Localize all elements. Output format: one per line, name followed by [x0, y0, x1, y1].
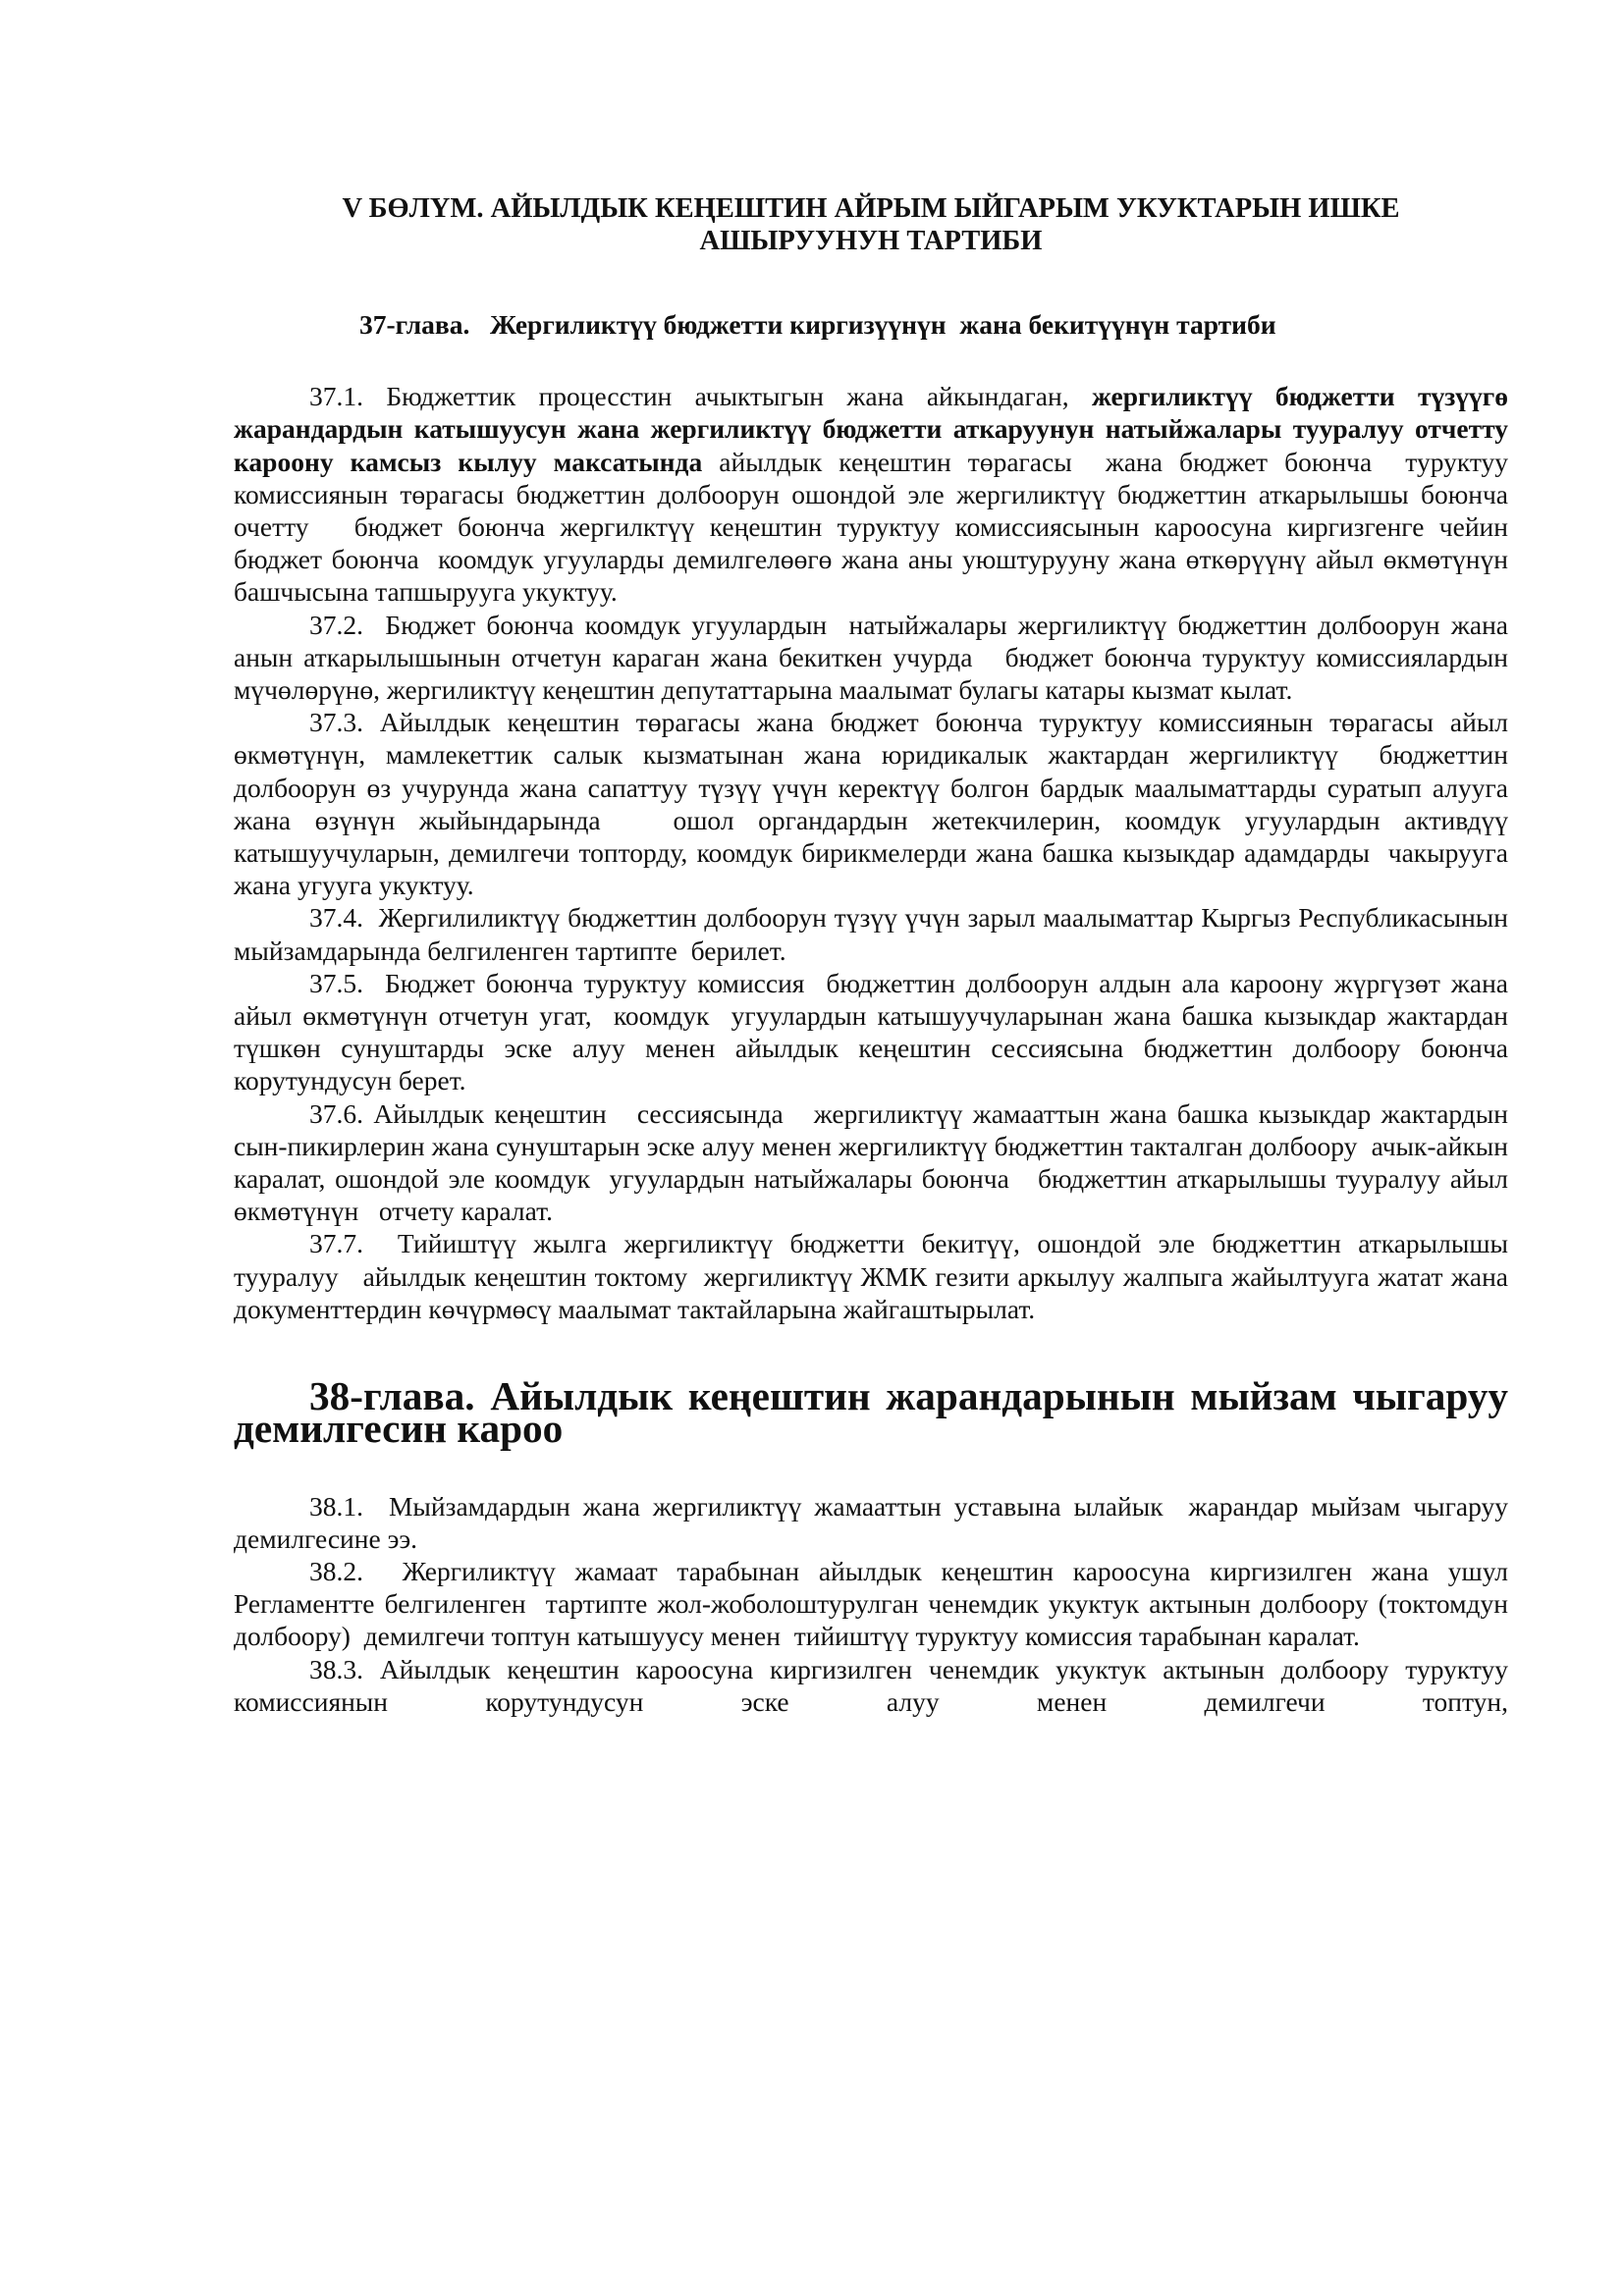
chapter-38-heading: 38-глава. Айылдык кеңештин жарандарынын мыйзам чыгаруу демилгесин кароо — [234, 1373, 1508, 1452]
paragraph-text: Мыйзамдардын жана жергиликтүү жамааттын уставына ылайык жарандар мыйзам чыгаруу демилгесине ээ. — [234, 1490, 1515, 1554]
paragraph-text: айылдык кеңештин төрагасы жана бюджет боюнча туруктуу комиссиянын төрагасы бюджеттин долбоорун ошондой эле жергиликтүү бюджеттин аткарылышы боюнча очетту бюджет боюнча жергилктүү кеңештин туруктуу комиссиясынын кароосуна киргизгенге чейин бюджет боюнча коомдук угууларды демилгелөөгө жана аны уюштурууну жана өткөрүүнү айыл өкмөтүнүн башчысына тапшырууга укуктуу. — [234, 446, 1522, 608]
paragraph-number: 38.2. — [309, 1555, 363, 1586]
paragraph-number: 38.1. — [309, 1490, 363, 1522]
paragraph-number: 37.2. — [309, 609, 363, 640]
paragraph-37-4 — [234, 901, 1515, 966]
paragraph-37-6 — [234, 1097, 1522, 1228]
document-page — [234, 192, 1522, 1718]
paragraph-number: 37.5. — [309, 967, 363, 998]
paragraph-text: Жергиликтүү жамаат тарабынан айылдык кеңештин кароосуна киргизилген жана ушул Регламентте белгиленген тартипте жол-жоболоштурулган ченемдик укуктук актынын долбоору (токтомдун долбоору) демилгечи топтун катышуусу менен тийиштүү туруктуу комиссия тарабынан каралат. — [234, 1555, 1515, 1652]
paragraph-38-1 — [234, 1490, 1515, 1555]
section-title — [234, 192, 1508, 257]
paragraph-text: Бюджет боюнча туруктуу комиссия бюджеттин долбоорун алдын ала кароону жүргүзөт жана айыл өкмөтүнүн отчетун угат, коомдук угуулардын катышуучуларынан жана башка кызыкдар жактардан түшкөн сунуштарды эске алуу менен айылдык кеңештин сессиясына бюджеттин долбоору боюнча корутундусун берет. — [234, 967, 1522, 1096]
paragraph-text: Бюджеттик процесстин ачыктыгын жана айкындаган, — [363, 381, 1092, 412]
section-title-line-2: АШЫРУУНУН ТАРТИБИ — [699, 226, 1043, 256]
paragraph-number: 37.6. — [309, 1097, 363, 1129]
paragraph-text: Айылдык кеңештин сессиясында жергиликтүү жамааттын жана башка кызыкдар жактардын сын-пикирлерин жана сунуштарын эске алуу менен жергиликтүү бюджеттин такталган долбоору ачык-айкын каралат, ошондой эле коомдук угуулардын натыйжалары боюнча бюджеттин аткарылышы тууралуу айыл өкмөтүнүн отчету каралат. — [234, 1097, 1522, 1227]
paragraph-37-7 — [234, 1227, 1515, 1325]
paragraph-text: Бюджет боюнча коомдук угуулардын натыйжалары жергиликтүү бюджеттин долбоорун жана анын аткарылышынын отчетун караган жана бекиткен учурда бюджет боюнча туруктуу комиссиялардын мүчөлөрүнө, жергиликтүү кеңештин депутаттарына маалымат булагы катары кызмат кылат. — [234, 609, 1515, 706]
section-title-line-1: V БӨЛҮМ. АЙЫЛДЫК КЕҢЕШТИН АЙРЫМ ЫЙГАРЫМ УКУКТАРЫН ИШКЕ — [342, 193, 1400, 224]
chapter-37-heading: 37-глава. Жергиликтүү бюджетти киргизүүнүн жана бекитүүнүн тартиби — [359, 309, 1276, 340]
paragraph-37-3 — [234, 706, 1522, 901]
paragraph-38-3 — [234, 1653, 1515, 1718]
paragraph-number: 38.3. — [309, 1653, 363, 1684]
paragraph-text: Айылдык кеңештин кароосуна киргизилген ченемдик укуктук актынын долбоору туруктуу комиссиянын корутундусун эске алуу менен демилгечи топтун, — [234, 1653, 1515, 1717]
paragraph-number: 37.1. — [309, 381, 363, 412]
chapter-37-body — [234, 380, 1522, 1325]
paragraph-text: Айылдык кеңештин төрагасы жана бюджет боюнча туруктуу комиссиянын төрагасы айыл өкмөтүнүн, мамлекеттик салык кызматынан жана юридикалык жактардан жергиликтүү бюджеттин долбоорун өз учурунда жана сапаттуу түзүү үчүн керектүү болгон бардык маалыматтарды суратып алууга жана өзүнүн жыйындарында ошол органдардын жетекчилерин, коомдук угуулардын активдүү катышуучуларын, демилгечи топторду, коомдук бирикмелерди жана башка кызыкдар адамдарды чакырууга жана угууга укуктуу. — [234, 707, 1522, 901]
paragraph-number: 37.7. — [309, 1228, 363, 1259]
paragraph-emphasis: жергиликтүү бюджетти түзүүгө жарандардын катышуусун жана жергиликтүү бюджетти аткаруунун натыйжалары тууралуу отчетту кароону камсыз кылуу максатында — [234, 381, 1515, 477]
paragraph-number: 37.3. — [309, 707, 363, 738]
paragraph-text: Тийиштүү жылга жергиликтүү бюджетти бекитүү, ошондой эле бюджеттин аткарылышы тууралуу айылдык кеңештин токтому жергиликтүү ЖМК гезити аркылуу жалпыга жайылтууга жатат жана документтердин көчүрмөсү маалымат тактайларына жайгаштырылат. — [234, 1228, 1515, 1324]
paragraph-37-2 — [234, 609, 1515, 707]
paragraph-37-1 — [234, 380, 1522, 608]
paragraph-number: 37.4. — [309, 902, 363, 934]
paragraph-text: Жергилиликтүү бюджеттин долбоорун түзүү үчүн зарыл маалыматтар Кыргыз Республикасынын мыйзамдарында белгиленген тартипте берилет. — [234, 902, 1515, 966]
chapter-38-body — [234, 1490, 1515, 1718]
paragraph-38-2 — [234, 1555, 1515, 1653]
paragraph-37-5 — [234, 967, 1522, 1097]
